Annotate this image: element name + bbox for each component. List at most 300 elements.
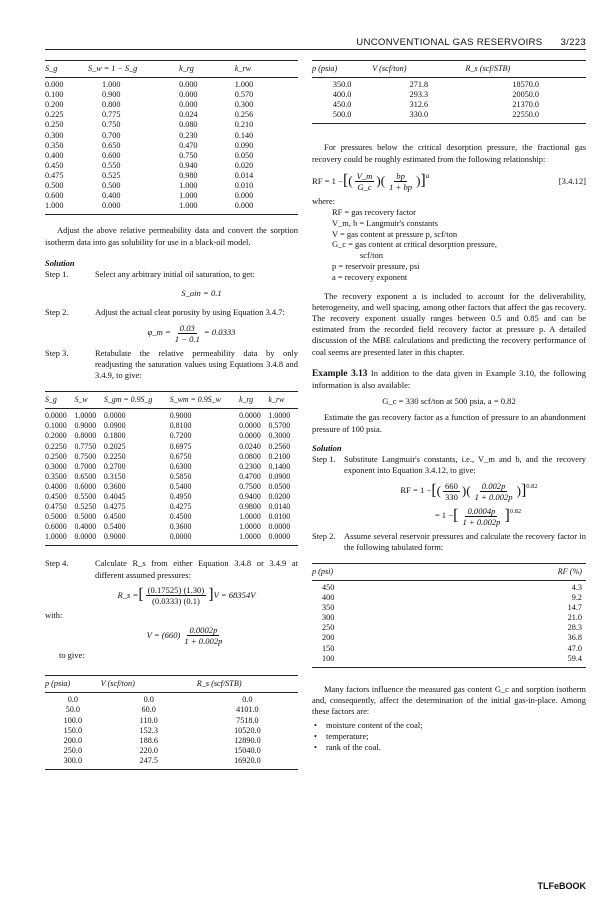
table-cell: 0.0500	[268, 481, 291, 491]
list-item: scf/ton	[360, 250, 383, 261]
table-cell: 0.6000	[74, 481, 97, 491]
table-row	[312, 603, 586, 613]
table-cell: 20050.0	[512, 90, 540, 100]
table-cell: 0.4950	[169, 491, 192, 501]
table-cell: 0.4700	[239, 471, 261, 481]
table-cell: 0.2250	[45, 441, 67, 451]
table-cell: 60.0	[141, 705, 156, 715]
eq-fraction	[182, 625, 224, 646]
table-cell: 0.775	[102, 110, 121, 120]
table-row	[45, 120, 298, 130]
table-cell: 0.000	[45, 80, 64, 90]
step-1	[45, 269, 298, 280]
table-cell: 152.3	[139, 725, 158, 735]
table-cell: 0.0000	[170, 532, 239, 546]
table-cell: 330.0	[372, 110, 465, 124]
v-equation	[75, 625, 298, 646]
table-cell: 14.7	[567, 603, 582, 613]
table-cell: 0.1000	[45, 421, 67, 431]
table-cell: 0.4275	[169, 502, 192, 512]
table-cell: 400.0	[332, 90, 352, 100]
table-cell: 0.2700	[103, 461, 126, 471]
table-row	[45, 431, 298, 441]
table-row	[45, 452, 298, 462]
table-row	[45, 502, 298, 512]
table-cell: 0.4275	[103, 502, 126, 512]
eq-denominator: 330	[444, 491, 458, 502]
column-header: S_gm = 0.9S_g	[104, 392, 170, 409]
column-header: S_w	[74, 392, 103, 409]
table-row	[45, 462, 298, 472]
table-cell: 1.0000	[268, 411, 291, 421]
table-cell: 200	[322, 633, 335, 643]
example-title: Example 3.13	[312, 368, 368, 379]
list-item: • moisture content of the coal;	[326, 720, 586, 731]
step-label: Step 1.	[312, 454, 336, 465]
table-cell: 0.300	[234, 100, 254, 110]
column-header: p (psi)	[312, 563, 476, 580]
list-item: • rank of the coal.	[326, 742, 586, 753]
table-cell: 0.1400	[268, 461, 291, 471]
table-cell: 0.7500	[74, 451, 97, 461]
where-label: where:	[312, 195, 335, 206]
table-cell: 350	[322, 603, 335, 613]
table-cell: 0.0140	[268, 502, 291, 512]
table-cell: 0.0	[242, 695, 253, 705]
table-cell: 0.080	[179, 120, 198, 130]
table-cell: 500.0	[312, 110, 372, 124]
table-row	[45, 756, 298, 770]
table-cell: 0.090	[234, 140, 254, 150]
rf-substituted-equation: RF = 1 − [ ( $\frac{660}{330}$ ) ( $\frac{0.002p}{1 + 0.002p}$ ) ] $^{0.82}$	[400, 480, 538, 502]
table-cell: 0.200	[45, 100, 64, 110]
table-cell: 0.0000	[239, 421, 261, 431]
table-cell: 0.0000	[239, 411, 261, 421]
table-row	[45, 141, 298, 151]
table-row	[45, 442, 298, 452]
rs-table	[45, 675, 298, 770]
table-row	[312, 613, 586, 623]
column-header: R_s (scf/STB)	[197, 676, 298, 693]
table-cell: 22550.0	[465, 110, 586, 124]
column-header: k_rg	[239, 392, 268, 409]
header-rule	[45, 49, 586, 50]
table-cell: 0.000	[234, 191, 254, 201]
column-header: S_g	[45, 61, 88, 78]
eq-lhs: RF = 1 −	[312, 175, 343, 186]
table-cell: 16920.0	[197, 756, 298, 770]
table-cell: 0.000	[179, 80, 198, 90]
table-cell: 0.350	[45, 140, 64, 150]
table-cell: 0.2000	[45, 431, 67, 441]
rs-equation	[75, 585, 298, 606]
table-cell: 100.0	[63, 715, 83, 725]
step-4	[45, 558, 298, 580]
table-cell: 0.000	[88, 201, 179, 215]
eq-lhs: R_s =	[117, 589, 139, 600]
table-cell: 0.5850	[169, 471, 192, 481]
table-cell: 0.800	[102, 100, 121, 110]
bracket-close: ]	[420, 172, 426, 190]
table-cell: 0.8000	[74, 431, 97, 441]
table-cell: 220.0	[139, 745, 158, 755]
eq-numerator: (0.17525) (1.30)	[147, 584, 205, 595]
table-cell: 0.0000	[239, 431, 261, 441]
table-row	[312, 100, 586, 110]
table-row	[312, 644, 586, 654]
table-cell: 9.2	[571, 593, 582, 603]
table-cell: 0.0100	[268, 512, 291, 522]
step-text: Calculate R_s from either Equation 3.4.8 or 3.4.9 at different assumed pressures:	[95, 558, 298, 580]
column-header: V (scf/ton)	[101, 676, 197, 693]
column-header: S_w = 1 − S_g	[88, 61, 179, 78]
table-cell: 1.0000	[239, 532, 268, 546]
table-cell: 0.2500	[45, 451, 67, 461]
eq-lhs: φ_m =	[147, 327, 171, 338]
table-cell: 0.0200	[268, 491, 291, 501]
table-cell: 0.300	[45, 130, 64, 140]
table-cell: 0.0900	[103, 421, 126, 431]
right-column	[312, 60, 586, 753]
eq-fraction	[387, 171, 414, 192]
table-cell: 0.470	[179, 140, 198, 150]
list-item: • temperature;	[326, 731, 586, 742]
column-header: S_g	[45, 392, 74, 409]
table-cell: 0.0000	[103, 411, 126, 421]
column-header: S_wm = 0.9S_w	[170, 392, 239, 409]
table-row	[45, 100, 298, 110]
table-cell: 0.570	[234, 90, 254, 100]
table-row	[45, 716, 298, 726]
table-row	[312, 581, 586, 594]
eq-fraction	[355, 171, 375, 192]
table-cell: 0.6500	[74, 471, 97, 481]
table-cell: 4.3	[571, 583, 582, 592]
table-cell: 0.3500	[45, 471, 67, 481]
table-cell: 0.6300	[169, 461, 192, 471]
table-row	[45, 131, 298, 141]
rs-table-continued	[312, 60, 586, 124]
table-cell: 250	[322, 623, 335, 633]
eq-numerator: 0.0002p	[189, 625, 218, 636]
list-item: V_m, b = Langmuir's constants	[332, 217, 438, 228]
table-cell: 0.650	[102, 140, 121, 150]
table-cell: 0.3000	[268, 431, 291, 441]
eq-fraction	[173, 323, 202, 344]
paragraph-recovery-exponent: The recovery exponent a is included to account for the deliverability, heterogeneity, and well spacing, among other factors that affect the gas recovery. The recovery exponent usually ranges between 0.5 and 0.85 and can be estimated from the recorded field recovery factor at pressure p. A detailed discussion of the MBE calculations and predicting the recovery performance of coal seems are presented later in this chapter.	[312, 290, 586, 357]
table-cell: 0.500	[102, 181, 121, 191]
table-cell: 0.4045	[103, 491, 126, 501]
column-header: p (psia)	[312, 61, 372, 78]
table-cell: 0.9000	[169, 411, 192, 421]
eq-fraction	[460, 506, 502, 527]
table-cell: 0.550	[102, 160, 121, 170]
step-text: Retabulate the relative permeability data by only readjusting the saturation values using Equations 3.4.8 and 3.4.9, to give:	[95, 347, 298, 380]
table-cell: 0.2300	[239, 461, 261, 471]
to-give-label: to give:	[59, 650, 85, 661]
table-cell: 0.9400	[239, 491, 261, 501]
table-cell: 0.525	[102, 170, 121, 180]
eq-denominator: G_c	[357, 181, 372, 192]
watermark: TLFeBOOK	[537, 881, 586, 891]
table-cell: 0.7000	[74, 461, 97, 471]
porosity-equation	[85, 323, 298, 344]
recovery-factor-table	[312, 563, 586, 668]
table-cell: 0.0	[67, 695, 78, 705]
table-cell: 0.3150	[103, 471, 126, 481]
left-column	[45, 60, 298, 770]
table-row	[45, 705, 298, 715]
table-cell: 450.0	[332, 100, 352, 110]
table-cell: 0.100	[45, 90, 64, 100]
table-row	[45, 409, 298, 422]
table-row	[45, 693, 298, 706]
eq-lhs: = 1 −	[434, 510, 454, 521]
table-cell: 0.400	[45, 150, 64, 160]
table-cell: 0.750	[179, 150, 198, 160]
step-text: Assume several reservoir pressures and calculate the recovery factor in the following tabulated form:	[344, 530, 586, 552]
table-cell: 350.0	[332, 80, 352, 90]
table-cell: 0.600	[102, 150, 121, 160]
table-cell: 0.000	[235, 201, 298, 215]
table-cell: 0.500	[45, 181, 64, 191]
table-cell: 0.7750	[74, 441, 97, 451]
table-row	[45, 746, 298, 756]
table-cell: 250.0	[63, 745, 83, 755]
table-cell: 1.0000	[239, 512, 261, 522]
table-cell: 188.6	[139, 735, 158, 745]
table-cell: 0.900	[102, 90, 121, 100]
table-cell: 0.4500	[45, 491, 67, 501]
table-cell: 0.250	[45, 120, 64, 130]
table-cell: 0.6750	[169, 451, 192, 461]
equation-number: [3.4.12]	[558, 175, 586, 186]
table-cell: 0.0000	[74, 532, 103, 546]
eq-fraction	[443, 481, 460, 502]
table-cell: 50.0	[65, 705, 80, 715]
table-cell: 0.7200	[169, 431, 192, 441]
table-cell: 0.024	[179, 110, 198, 120]
table-cell: 4101.0	[236, 705, 259, 715]
table-cell: 1.000	[45, 201, 88, 215]
table-row	[45, 151, 298, 161]
column-header: p (psia)	[45, 676, 101, 693]
table-cell: 0.2025	[103, 441, 126, 451]
table-cell: 1.000	[102, 80, 121, 90]
table-row	[45, 472, 298, 482]
table-cell: 12890.0	[234, 735, 261, 745]
table-cell: 0.4000	[45, 481, 67, 491]
eq-numerator: 0.002p	[481, 480, 506, 491]
table-cell: 0.0	[143, 695, 154, 705]
table-cell: 0.8100	[169, 421, 192, 431]
table-cell: 0.230	[179, 130, 198, 140]
table-row	[312, 633, 586, 643]
table-cell: 0.7500	[239, 481, 261, 491]
eq-exponent: 0.82	[509, 507, 522, 515]
table-cell: 18570.0	[512, 80, 540, 90]
step-text: Select any arbitrary initial oil saturation, to get:	[95, 268, 255, 279]
table-row	[45, 191, 298, 201]
example-task: Estimate the gas recovery factor as a function of pressure to an abandonment pressure of 100 psia.	[312, 412, 586, 434]
table-cell: 247.5	[101, 756, 197, 770]
step-2	[312, 531, 586, 553]
table-cell: 7518.0	[236, 715, 259, 725]
table-cell: 0.0000	[45, 411, 67, 421]
list-item: V = gas content at pressure p, scf/ton	[332, 228, 458, 239]
table-cell: 0.0000	[268, 522, 291, 532]
table-row	[45, 201, 298, 215]
relperm-table	[45, 60, 298, 215]
step-1	[312, 454, 586, 476]
eq-numerator: 0.0004p	[467, 505, 496, 516]
table-row	[312, 90, 586, 100]
table-cell: 1.0000	[239, 522, 261, 532]
table-cell: 21370.0	[512, 100, 540, 110]
table-row	[45, 512, 298, 522]
page-number: 3/223	[560, 37, 586, 48]
table-cell: 0.5000	[74, 512, 97, 522]
table-row	[45, 171, 298, 181]
table-cell: 0.6000	[45, 522, 67, 532]
table-cell: 0.4500	[103, 512, 126, 522]
step-3	[45, 348, 298, 382]
table-cell: 0.400	[102, 191, 121, 201]
table-cell: 0.450	[45, 160, 64, 170]
solution-heading: Solution	[312, 442, 342, 453]
table-cell: 0.0240	[239, 441, 261, 451]
table-cell: 0.3000	[45, 461, 67, 471]
table-cell: 0.600	[45, 191, 64, 201]
table-cell: 450	[322, 583, 335, 592]
table-cell: 300	[322, 613, 335, 623]
table-cell: 0.3600	[169, 522, 192, 532]
running-header	[0, 37, 586, 48]
column-header: k_rw	[235, 61, 298, 78]
step-text: Substitute Langmuir's constants, i.e., V_m and b, and the recovery exponent into Equation 3.4.12, to give:	[344, 454, 586, 476]
table-row	[45, 110, 298, 120]
table-cell: 110.0	[139, 715, 158, 725]
table-cell: 200.0	[63, 735, 83, 745]
table-cell: 0.010	[234, 181, 254, 191]
table-cell: 0.0800	[239, 451, 261, 461]
adjusted-relperm-table	[45, 391, 298, 546]
step-text: Adjust the actual cleat porosity by using Equation 3.4.7:	[95, 307, 285, 318]
table-cell: 1.000	[179, 181, 198, 191]
eq-denominator: 1 + 0.002p	[462, 516, 501, 527]
table-cell: 36.8	[567, 633, 582, 643]
table-cell: 1.0000	[74, 411, 97, 421]
table-row	[45, 532, 298, 546]
soin-equation: S_oin = 0.1	[181, 288, 222, 299]
table-cell: 0.9000	[74, 421, 97, 431]
example-intro	[312, 368, 586, 391]
table-cell: 28.3	[567, 623, 582, 633]
table-row	[45, 736, 298, 746]
paragraph-desorption: For pressures below the critical desorption pressure, the fractional gas recovery could be roughly estimated from the following relationship:	[312, 142, 586, 164]
table-cell: 293.3	[409, 90, 429, 100]
eq-numerator: bp	[396, 170, 405, 181]
table-cell: 0.014	[234, 170, 254, 180]
table-row	[45, 161, 298, 171]
table-cell: 0.750	[102, 120, 121, 130]
table-cell: 10520.0	[234, 725, 261, 735]
step-label: Step 2.	[45, 307, 69, 318]
table-cell: 1.000	[179, 201, 235, 215]
table-row	[312, 110, 586, 124]
table-cell: 0.1800	[103, 431, 126, 441]
column-header: RF (%)	[476, 563, 586, 580]
eq-exponent: a	[425, 171, 430, 180]
eq-fraction	[146, 585, 207, 606]
table-cell: 0.980	[179, 170, 198, 180]
column-header: k_rg	[179, 61, 235, 78]
table-cell: 271.8	[409, 80, 429, 90]
with-label: with:	[45, 609, 63, 620]
table-row	[45, 90, 298, 100]
bracket-open: [	[342, 172, 349, 190]
list-item: a = recovery exponent	[332, 271, 408, 282]
table-row	[45, 726, 298, 736]
table-cell: 1.0000	[45, 532, 74, 546]
bracket-close: ]	[208, 586, 214, 604]
eq-result: = 0.0333	[203, 327, 236, 338]
table-cell: 300.0	[45, 756, 101, 770]
eq-numerator: V_m	[356, 170, 373, 181]
step-label: Step 4.	[45, 558, 69, 569]
table-cell: 0.3600	[103, 481, 126, 491]
table-cell: 0.5500	[74, 491, 97, 501]
table-row	[45, 522, 298, 532]
table-cell: 0.5400	[103, 522, 126, 532]
table-row	[45, 482, 298, 492]
step-label: Step 3.	[45, 347, 69, 358]
table-cell: 150.0	[63, 725, 83, 735]
table-cell: 0.020	[234, 160, 254, 170]
intro-paragraph: Adjust the above relative permeability data and convert the sorption isotherm data into gas solubility for use in a black-oil model.	[45, 225, 298, 247]
table-row	[312, 623, 586, 633]
table-cell: 1.000	[234, 80, 254, 90]
table-cell: 0.0900	[268, 471, 291, 481]
eq-denominator: 1 + 0.002p	[474, 491, 513, 502]
table-row	[312, 654, 586, 668]
table-cell: 0.5000	[45, 512, 67, 522]
table-cell: 21.0	[567, 613, 582, 623]
bracket-open: [	[138, 586, 144, 604]
table-row	[45, 78, 298, 91]
paragraph-factors: Many factors influence the measured gas content G_c and sorption isotherm and, consequently, affect the determination of the initial gas-in-place. Among these factors are:	[312, 683, 586, 717]
rf-simplified-equation: = 1 − [ $\frac{0.0004p}{1 + 0.002p}$ ] $^{0.82}$	[434, 505, 522, 527]
table-cell: 0.2100	[268, 451, 291, 461]
eq-denominator: (0.0333) (0.1)	[151, 595, 200, 606]
table-cell: 312.6	[409, 100, 429, 110]
table-cell: 15040.0	[234, 745, 261, 755]
eq-lhs: RF = 1 −	[400, 485, 432, 496]
table-cell: 59.4	[476, 654, 586, 668]
table-cell: 150	[322, 643, 335, 653]
table-cell: 0.9000	[104, 532, 170, 546]
table-row	[45, 181, 298, 191]
eq-fraction	[473, 481, 515, 502]
eq-numerator: 660	[444, 480, 458, 491]
example-text: In addition to the data given in Example 3.10, the following information is also available:	[312, 367, 586, 391]
column-header: V (scf/ton)	[372, 61, 465, 78]
list-item: p = reservoir pressure, psi	[332, 261, 420, 272]
eq-denominator: 1 − 0.1	[174, 333, 200, 344]
table-cell: 0.5400	[169, 481, 192, 491]
table-cell: 0.140	[234, 130, 254, 140]
table-cell: 0.2560	[268, 441, 291, 451]
